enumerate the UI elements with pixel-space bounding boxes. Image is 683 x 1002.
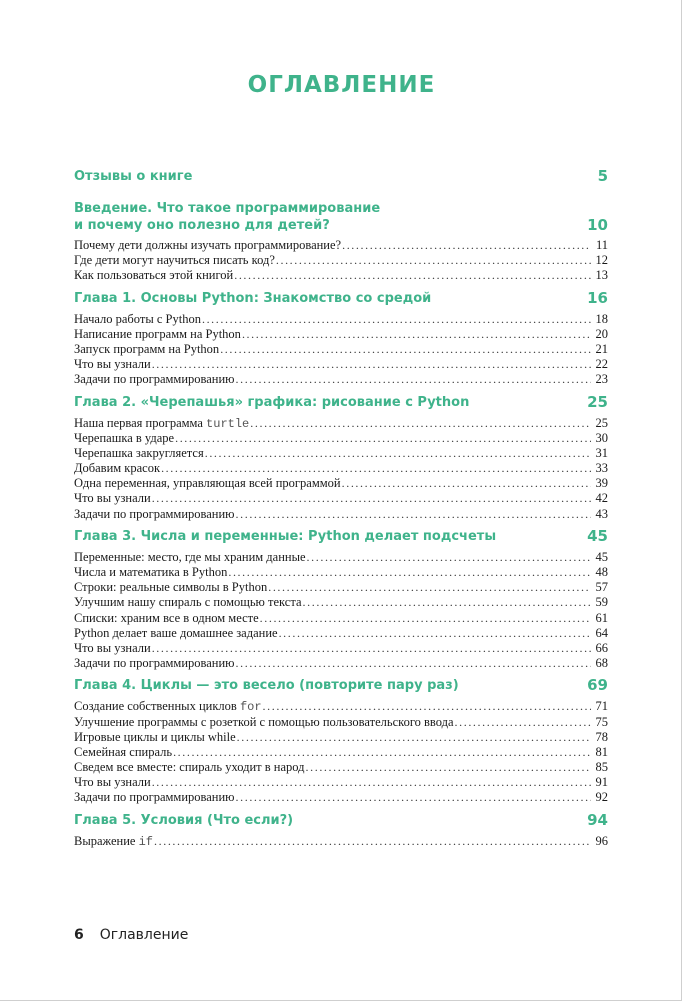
entry-page: 85 xyxy=(595,760,608,775)
entry-title xyxy=(74,416,249,432)
heading-title: Глава 2. «Черепашья» графика: рисование с Python xyxy=(74,394,470,410)
entry-title: Улучшим нашу спираль с помощью текста xyxy=(74,595,302,610)
entry-page: 91 xyxy=(595,775,608,790)
toc-heading-intro[interactable] xyxy=(74,200,608,234)
entry-title: Что вы узнали xyxy=(74,640,151,655)
heading-page: 94 xyxy=(587,810,608,829)
toc-entry[interactable] xyxy=(74,715,608,730)
toc-heading-chapter-4[interactable] xyxy=(74,677,608,694)
dot-leader xyxy=(202,312,591,327)
toc-entry[interactable] xyxy=(74,745,608,760)
toc-entry[interactable] xyxy=(74,656,608,671)
toc-entry[interactable] xyxy=(74,760,608,775)
entry-page: 25 xyxy=(595,415,608,430)
entry-title: Переменные: место, где мы храним данные xyxy=(74,549,306,564)
entry-page: 71 xyxy=(595,699,608,714)
entry-title: Что вы узнали xyxy=(74,491,151,506)
code-keyword: if xyxy=(138,834,154,849)
toc-entry[interactable] xyxy=(74,775,608,790)
entry-page: 18 xyxy=(595,311,608,326)
entry-title: Как пользоваться этой книгой xyxy=(74,268,234,283)
toc-entry[interactable] xyxy=(74,312,608,327)
chapter-5-entries xyxy=(74,834,608,849)
dot-leader xyxy=(236,656,591,671)
entry-page: 81 xyxy=(595,744,608,759)
entry-page: 66 xyxy=(595,640,608,655)
toc-entry[interactable] xyxy=(74,595,608,610)
table-of-contents xyxy=(74,168,608,849)
entry-title: Начало работы с Python xyxy=(74,311,201,326)
entry-page: 59 xyxy=(595,595,608,610)
entry-title xyxy=(74,699,262,715)
entry-page: 64 xyxy=(595,625,608,640)
toc-entry[interactable] xyxy=(74,416,608,431)
toc-entry[interactable] xyxy=(74,327,608,342)
entry-title: Почему дети должны изучать программирование? xyxy=(74,238,342,252)
page-title: ОГЛАВЛЕНИЕ xyxy=(247,72,436,98)
entry-title: Python делает ваше домашнее задание xyxy=(74,625,278,640)
toc-entry[interactable] xyxy=(74,253,608,268)
entry-page: 48 xyxy=(595,565,608,579)
dot-leader xyxy=(250,416,591,431)
entry-page: 13 xyxy=(595,268,608,283)
toc-heading-chapter-5[interactable] xyxy=(74,812,608,829)
dot-leader xyxy=(342,238,591,253)
entry-title: Списки: храним все в одном месте xyxy=(74,610,259,625)
toc-heading-reviews[interactable] xyxy=(74,168,608,185)
entry-title: Черепашка в ударе xyxy=(74,430,175,445)
toc-entry[interactable] xyxy=(74,699,608,714)
entry-title: Задачи по программированию xyxy=(74,372,235,387)
toc-entry[interactable] xyxy=(74,730,608,745)
entry-page: 45 xyxy=(595,549,608,564)
entry-page: 39 xyxy=(595,476,608,491)
dot-leader xyxy=(237,730,591,745)
toc-entry[interactable] xyxy=(74,834,608,849)
entry-title: Семейная спираль xyxy=(74,744,173,759)
toc-entry[interactable] xyxy=(74,476,608,491)
dot-leader xyxy=(152,357,591,372)
code-keyword: for xyxy=(239,700,262,715)
entry-title: Что вы узнали xyxy=(74,357,151,372)
heading-page: 25 xyxy=(587,392,608,411)
entry-title: Запуск программ на Python xyxy=(74,341,220,356)
heading-title: Глава 4. Циклы — это весело (повторите пару раз) xyxy=(74,678,459,694)
entry-page: 31 xyxy=(595,445,608,460)
entry-page: 21 xyxy=(595,341,608,356)
code-keyword: turtle xyxy=(206,416,250,431)
toc-entry[interactable] xyxy=(74,491,608,506)
heading-title: Глава 1. Основы Python: Знакомство со средой xyxy=(74,290,432,306)
dot-leader xyxy=(263,699,591,714)
entry-page: 12 xyxy=(595,253,608,268)
entry-title-text: Наша первая программа xyxy=(74,415,207,430)
dot-leader xyxy=(279,626,591,641)
dot-leader xyxy=(455,715,591,730)
dot-leader xyxy=(276,253,591,268)
dot-leader xyxy=(236,507,591,522)
entry-page: 20 xyxy=(595,326,608,341)
entry-title: Сведем все вместе: спираль уходит в народ xyxy=(74,760,305,775)
dot-leader xyxy=(307,550,591,565)
dot-leader xyxy=(242,327,591,342)
dot-leader xyxy=(342,476,591,491)
toc-entry[interactable] xyxy=(74,641,608,656)
dot-leader xyxy=(154,834,591,849)
toc-entry[interactable] xyxy=(74,611,608,626)
entry-title: Задачи по программированию xyxy=(74,790,235,805)
toc-entry[interactable] xyxy=(74,626,608,641)
entry-title: Улучшение программы с розеткой с помощью пользовательского ввода xyxy=(74,714,454,729)
heading-title-line1: Введение. Что такое программирование xyxy=(74,201,381,216)
dot-leader xyxy=(228,565,591,580)
heading-title-line2: и почему оно полезно для детей? xyxy=(74,218,330,233)
toc-entry[interactable] xyxy=(74,372,608,387)
entry-title: Написание программ на Python xyxy=(74,326,241,341)
toc-heading-chapter-3[interactable] xyxy=(74,528,608,545)
entry-page: 68 xyxy=(595,656,608,671)
heading-page: 10 xyxy=(587,216,608,234)
toc-entry[interactable] xyxy=(74,790,608,805)
intro-entries xyxy=(74,238,608,284)
dot-leader xyxy=(236,372,591,387)
entry-title: Где дети могут научиться писать код? xyxy=(74,253,275,268)
heading-page: 5 xyxy=(597,167,608,185)
entry-page: 42 xyxy=(595,491,608,506)
toc-heading-chapter-2[interactable] xyxy=(74,394,608,411)
entry-page: 30 xyxy=(595,430,608,445)
dot-leader xyxy=(220,342,591,357)
toc-entry[interactable] xyxy=(74,238,608,253)
entry-page: 92 xyxy=(595,790,608,805)
toc-entry[interactable] xyxy=(74,507,608,522)
toc-entry[interactable] xyxy=(74,461,608,476)
toc-entry[interactable] xyxy=(74,357,608,372)
dot-leader xyxy=(173,745,591,760)
dot-leader xyxy=(175,431,591,446)
entry-title: Добавим красок xyxy=(74,461,161,476)
dot-leader xyxy=(205,446,591,461)
footer-label: Оглавление xyxy=(99,927,189,943)
entry-title: Строки: реальные символы в Python xyxy=(74,580,268,595)
page-footer xyxy=(74,927,188,943)
toc-entry[interactable] xyxy=(74,431,608,446)
dot-leader xyxy=(152,775,591,790)
entry-title: Игровые циклы и циклы while xyxy=(74,729,236,744)
dot-leader xyxy=(152,491,591,506)
entry-page: 23 xyxy=(595,372,608,387)
dot-leader xyxy=(260,611,591,626)
chapter-3-entries xyxy=(74,550,608,672)
entry-title: Черепашка закругляется xyxy=(74,445,204,460)
heading-page: 16 xyxy=(587,288,608,307)
entry-title-text: Создание собственных циклов xyxy=(74,699,240,714)
dot-leader xyxy=(152,641,591,656)
entry-title: Числа и математика в Python xyxy=(74,565,228,579)
heading-page: 69 xyxy=(587,676,608,695)
heading-title: Глава 5. Условия (Что если?) xyxy=(74,812,294,828)
dot-leader xyxy=(236,790,591,805)
entry-page: 11 xyxy=(595,238,608,252)
entry-page: 22 xyxy=(595,357,608,372)
toc-entry[interactable] xyxy=(74,580,608,595)
dot-leader xyxy=(306,760,591,775)
toc-entry[interactable] xyxy=(74,342,608,357)
entry-title: Что вы узнали xyxy=(74,775,151,790)
toc-entry[interactable] xyxy=(74,550,608,565)
dot-leader xyxy=(303,595,591,610)
toc-entry[interactable] xyxy=(74,565,608,580)
chapter-2-entries xyxy=(74,416,608,522)
entry-title: Задачи по программированию xyxy=(74,506,235,521)
heading-title: Отзывы о книге xyxy=(74,169,193,184)
heading-title: Глава 3. Числа и переменные: Python делает подсчеты xyxy=(74,528,497,544)
entry-page: 75 xyxy=(595,714,608,729)
toc-entry[interactable] xyxy=(74,268,608,283)
dot-leader xyxy=(268,580,591,595)
entry-page: 33 xyxy=(595,461,608,476)
entry-title: Задачи по программированию xyxy=(74,656,235,671)
chapter-4-entries xyxy=(74,699,608,805)
entry-page: 96 xyxy=(595,833,608,848)
entry-page: 43 xyxy=(595,506,608,521)
entry-page: 57 xyxy=(595,580,608,595)
footer-page-number: 6 xyxy=(74,927,84,943)
toc-entry[interactable] xyxy=(74,446,608,461)
chapter-1-entries xyxy=(74,312,608,388)
heading-page: 45 xyxy=(587,526,608,545)
entry-title xyxy=(74,834,153,850)
entry-page: 78 xyxy=(595,729,608,744)
entry-page: 61 xyxy=(595,610,608,625)
entry-title-text: Выражение xyxy=(74,833,139,848)
toc-heading-chapter-1[interactable] xyxy=(74,290,608,307)
dot-leader xyxy=(161,461,591,476)
entry-title: Одна переменная, управляющая всей программой xyxy=(74,476,341,491)
dot-leader xyxy=(234,268,591,283)
